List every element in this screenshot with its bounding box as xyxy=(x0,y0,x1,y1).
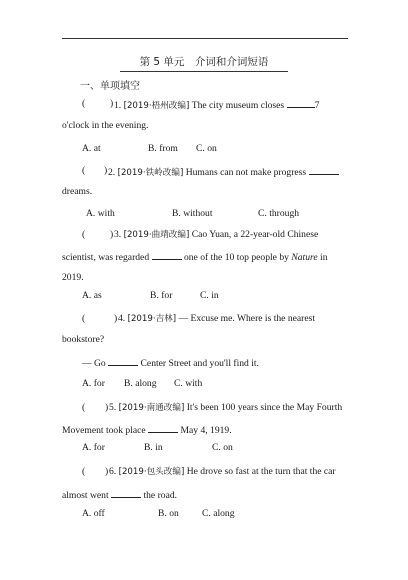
answer-blank xyxy=(111,488,141,498)
answer-blank xyxy=(309,165,339,175)
question-source: [2019·南通改编] xyxy=(118,403,185,413)
question-text: May 4, 1919. xyxy=(180,425,232,436)
question-4 xyxy=(0,313,408,373)
option-b: B. without xyxy=(172,208,213,219)
answer-paren-open: ( xyxy=(82,402,86,413)
answer-blank xyxy=(287,98,315,108)
question-text: Cao Yuan, a 22-year-old Chinese xyxy=(191,229,319,240)
unit-title: 第 5 单元 介词和介词短语 xyxy=(120,54,288,72)
question-text: — Go xyxy=(82,358,106,369)
option-b: B. along xyxy=(124,378,157,389)
option-c: C. through xyxy=(258,208,300,219)
question-source: [2019·铁岭改编] xyxy=(117,168,184,178)
question-text: the road. xyxy=(143,490,178,501)
option-a: A. with xyxy=(86,208,115,219)
question-source: [2019·曲靖改编] xyxy=(123,230,190,240)
option-c: C. on xyxy=(196,143,217,154)
question-6 xyxy=(0,466,408,506)
answer-paren-close: ) xyxy=(105,402,109,413)
question-text: It's been 100 years since the May Fourth xyxy=(186,402,343,413)
option-c: C. with xyxy=(174,378,203,389)
option-c: C. on xyxy=(212,442,233,453)
section-title: 一、单项填空 xyxy=(80,81,140,92)
option-a: A. for xyxy=(82,378,105,389)
question-number: 4. xyxy=(118,313,126,324)
question-text: Nature xyxy=(291,252,318,263)
question-text: Center Street and you'll find it. xyxy=(140,358,259,369)
answer-blank xyxy=(148,423,178,433)
answer-paren-open: ( xyxy=(82,229,86,240)
question-source: [2019·吉林] xyxy=(127,314,177,324)
answer-paren-close: ) xyxy=(110,229,114,240)
option-b: B. from xyxy=(148,143,178,154)
question-text: o'clock in the evening. xyxy=(62,120,149,131)
question-number: 6. xyxy=(109,466,117,477)
answer-paren-close: ) xyxy=(104,165,108,176)
option-a: A. at xyxy=(82,143,101,154)
answer-paren-open: ( xyxy=(82,98,86,109)
option-b: B. in xyxy=(144,442,163,453)
option-a: A. for xyxy=(82,442,105,453)
question-number: 2. xyxy=(108,167,116,178)
top-rule xyxy=(62,38,348,39)
question-text: one of the 10 top people by xyxy=(183,252,289,263)
question-text: Movement took place xyxy=(62,425,146,436)
question-number: 1. xyxy=(114,100,122,111)
question-text: 2019. xyxy=(62,272,84,283)
answer-blank xyxy=(152,250,182,260)
question-source: [2019·包头改编] xyxy=(118,467,185,477)
question-number: 3. xyxy=(114,229,122,240)
answer-paren-open: ( xyxy=(82,165,86,176)
question-text: He drove so fast at the turn that the car xyxy=(186,466,336,477)
question-1 xyxy=(0,98,408,138)
question-text: 7 xyxy=(314,100,320,111)
question-text: The city museum closes xyxy=(191,100,285,111)
question-text: bookstore? xyxy=(62,334,105,345)
option-c: C. along xyxy=(202,508,235,519)
answer-blank xyxy=(108,356,138,366)
option-b: B. on xyxy=(158,508,179,519)
question-number: 5. xyxy=(109,402,117,413)
question-text: in xyxy=(320,252,328,263)
option-b: B. for xyxy=(150,290,173,301)
question-2 xyxy=(0,165,408,205)
answer-paren-close: ) xyxy=(110,98,114,109)
question-text: dreams. xyxy=(62,186,93,197)
question-5 xyxy=(0,402,408,442)
answer-paren-open: ( xyxy=(82,313,86,324)
answer-paren-close: ) xyxy=(114,313,118,324)
option-a: A. off xyxy=(82,508,105,519)
question-text: almost went xyxy=(62,490,109,501)
question-source: [2019·梧州改编] xyxy=(123,101,190,111)
answer-paren-close: ) xyxy=(105,466,109,477)
option-c: C. in xyxy=(200,290,219,301)
question-3 xyxy=(0,229,408,289)
question-text: Humans can not make progress xyxy=(185,167,307,178)
question-text: scientist, was regarded xyxy=(62,252,150,263)
answer-paren-open: ( xyxy=(82,466,86,477)
question-text: — Excuse me. Where is the nearest xyxy=(178,313,315,324)
option-a: A. as xyxy=(82,290,102,301)
